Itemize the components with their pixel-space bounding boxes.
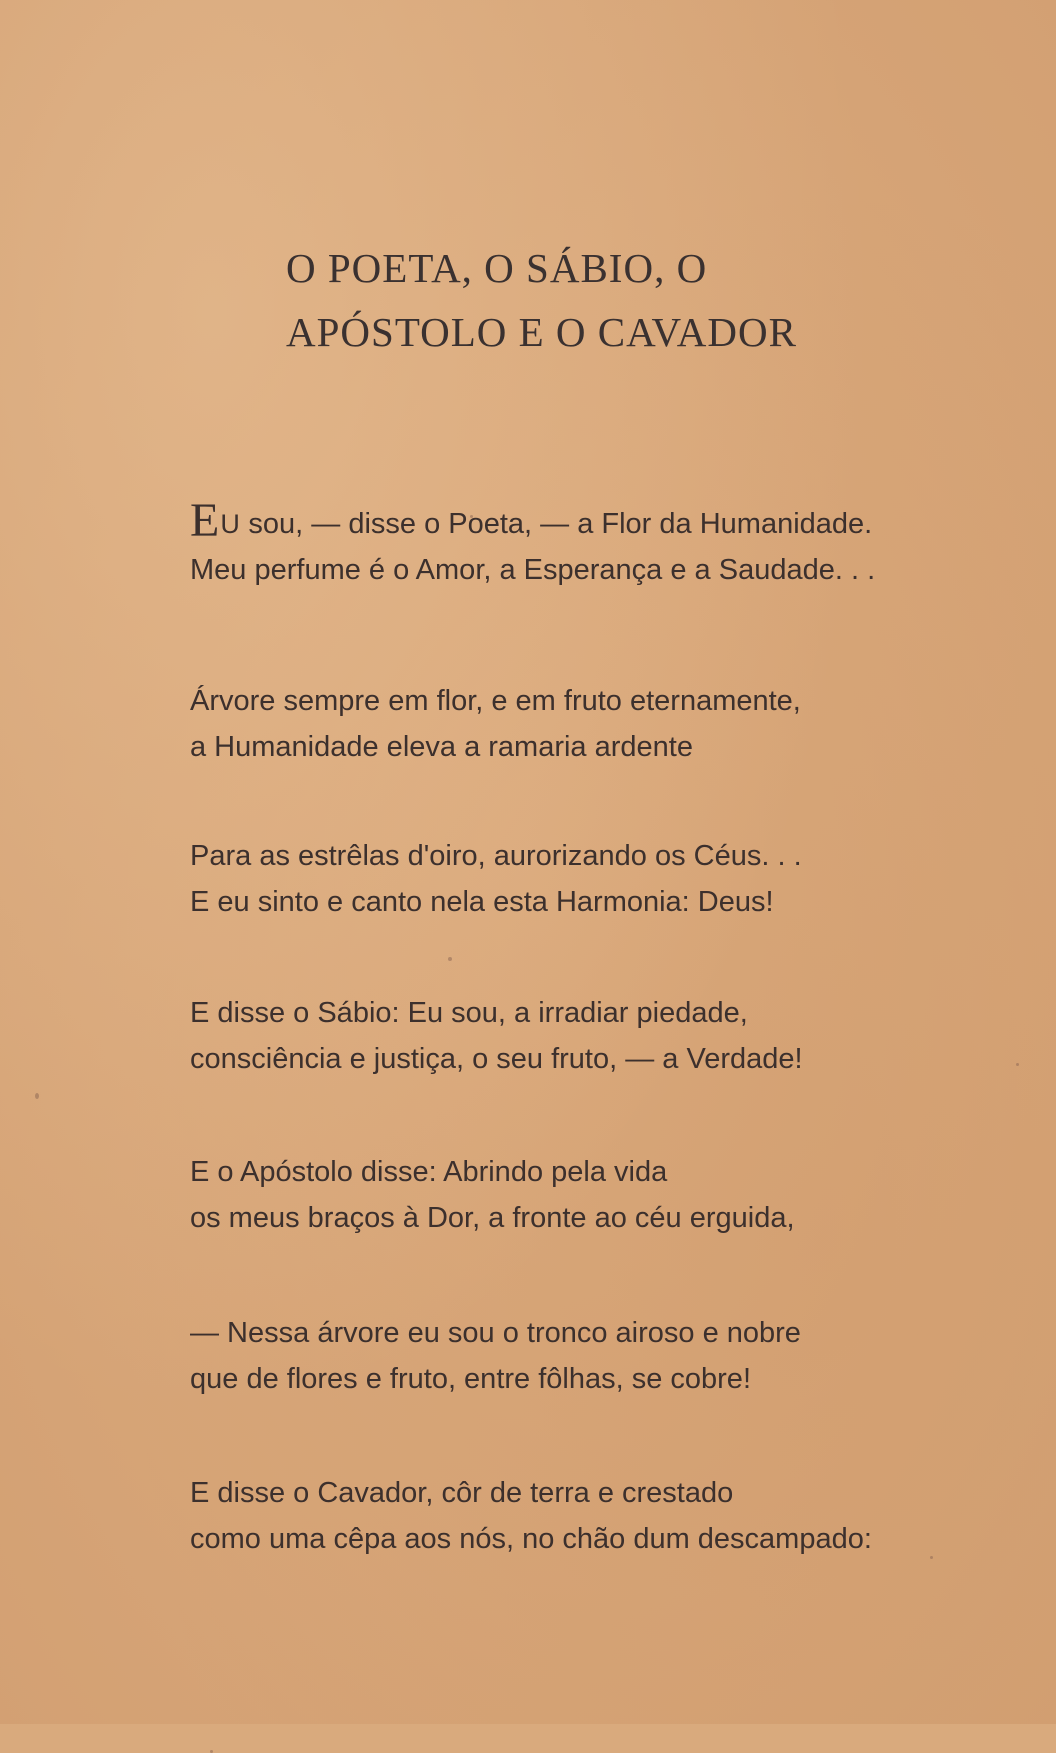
poem-line: E o Apóstolo disse: Abrindo pela vida bbox=[190, 1156, 668, 1188]
poem-line: E eu sinto e canto nela esta Harmonia: Deus! bbox=[190, 886, 774, 918]
poem-line: E disse o Cavador, côr de terra e crestado bbox=[190, 1477, 734, 1509]
stanza-5 bbox=[190, 1149, 1010, 1241]
drop-cap: E bbox=[190, 494, 220, 547]
poem-line: como uma cêpa aos nós, no chão dum descampado: bbox=[190, 1523, 872, 1555]
poem-line: — Nessa árvore eu sou o tronco airoso e nobre bbox=[190, 1317, 801, 1349]
poem-line: Meu perfume é o Amor, a Esperança e a Saudade. . . bbox=[190, 554, 876, 586]
poem-line: Árvore sempre em flor, e em fruto eternamente, bbox=[190, 685, 801, 717]
stanza-4 bbox=[190, 990, 1010, 1082]
poem-line bbox=[190, 494, 1010, 547]
stanza-7 bbox=[190, 1470, 1010, 1562]
stanza-1 bbox=[190, 494, 1010, 593]
drop-cap-continuation: U bbox=[220, 509, 241, 539]
poem-line: E disse o Sábio: Eu sou, a irradiar piedade, bbox=[190, 997, 748, 1029]
page-title-line-2: APÓSTOLO E O CAVADOR bbox=[286, 309, 797, 355]
poem-line: que de flores e fruto, entre fôlhas, se cobre! bbox=[190, 1363, 751, 1395]
page-title-line-1: O POETA, O SÁBIO, O bbox=[286, 245, 708, 291]
paper-speck bbox=[35, 1093, 39, 1099]
paper-speck bbox=[1016, 1063, 1019, 1066]
poem-line: Para as estrêlas d'oiro, aurorizando os Céus. . . bbox=[190, 840, 802, 872]
stanza-6 bbox=[190, 1310, 1010, 1402]
poem-line: a Humanidade eleva a ramaria ardente bbox=[190, 731, 693, 763]
stanza-3 bbox=[190, 833, 1010, 925]
paper-speck bbox=[448, 957, 452, 961]
poem-line-text: sou, — disse o Poeta, — a Flor da Humanidade. bbox=[240, 508, 873, 540]
stanza-2 bbox=[190, 678, 1010, 770]
poem-line: consciência e justiça, o seu fruto, — a Verdade! bbox=[190, 1043, 803, 1075]
poem-line: os meus braços à Dor, a fronte ao céu erguida, bbox=[190, 1202, 795, 1234]
